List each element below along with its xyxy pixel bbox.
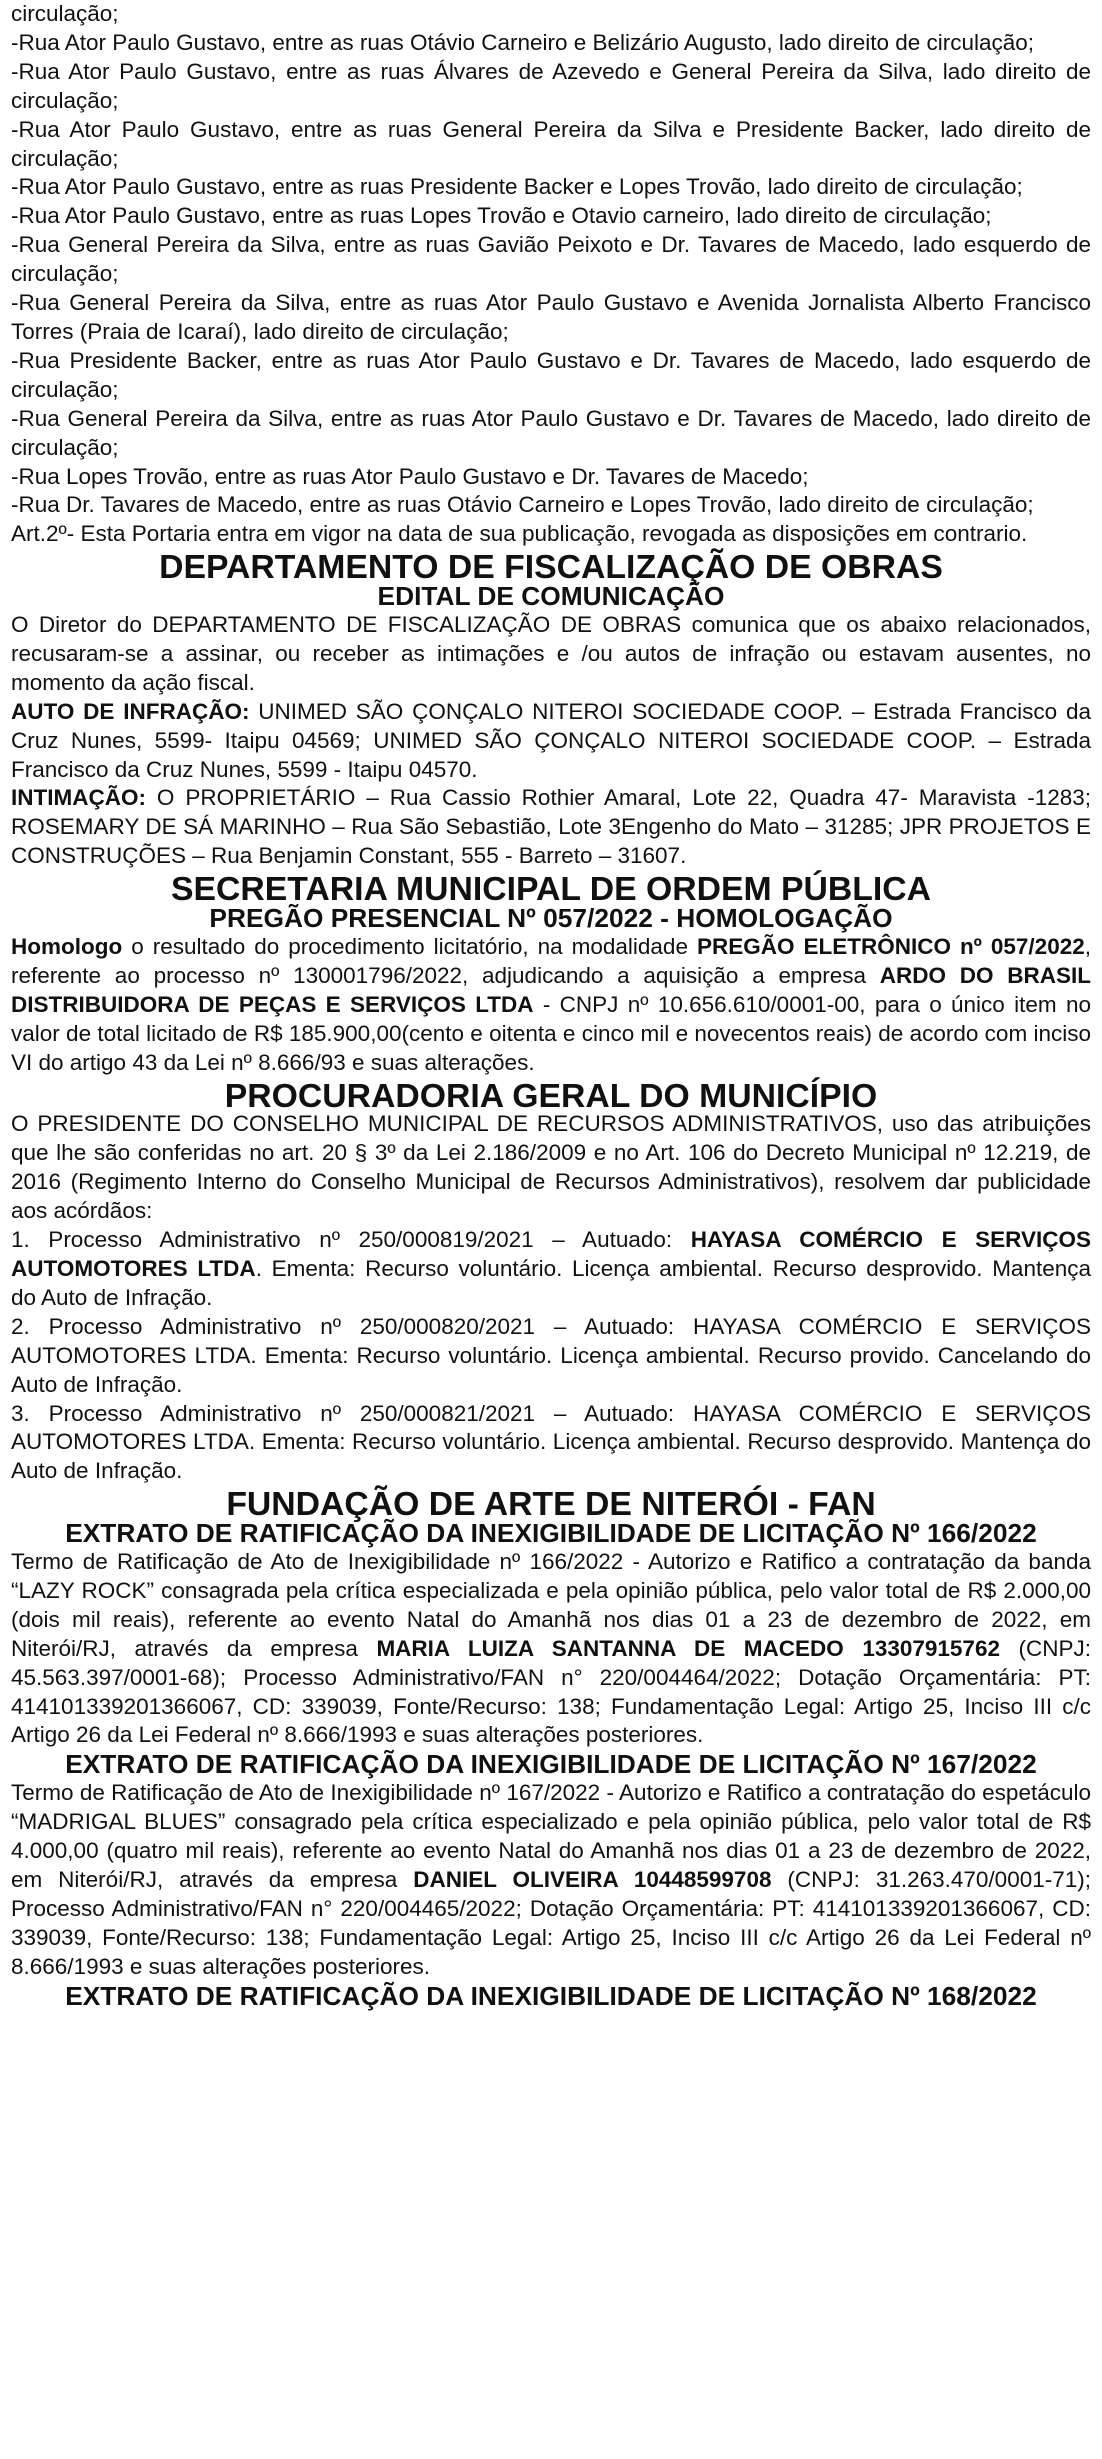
extrato-title: EXTRATO DE RATIFICAÇÃO DA INEXIGIBILIDADE DE LICITAÇÃO Nº 166/2022 bbox=[65, 1518, 1037, 1549]
autuado-name: HAYASA COMÉRCIO E SERVIÇOS AUTOMOTORES LTDA bbox=[11, 1227, 1091, 1281]
portaria-line: -Rua Ator Paulo Gustavo, entre as ruas Otávio Carneiro e Belizário Augusto, lado direito de circulação; bbox=[11, 29, 1035, 55]
acordao-item bbox=[11, 1226, 1091, 1313]
extrato-empresa: DANIEL OLIVEIRA 10448599708 bbox=[413, 1867, 772, 1892]
portaria-line: -Rua Presidente Backer, entre as ruas Ator Paulo Gustavo e Dr. Tavares de Macedo, lado esquerdo de circulação; bbox=[11, 347, 1091, 402]
acordao-text: 1. Processo Administrativo nº 250/000819/2021 – Autuado: bbox=[11, 1227, 691, 1253]
portaria-line: circulação; bbox=[11, 1, 119, 26]
section-title: SECRETARIA MUNICIPAL DE ORDEM PÚBLICA bbox=[170, 870, 932, 909]
extrato-empresa: MARIA LUIZA SANTANNA DE MACEDO 13307915762 bbox=[376, 1635, 1000, 1661]
section-title: PROCURADORIA GERAL DO MUNICÍPIO bbox=[224, 1076, 878, 1115]
portaria-section bbox=[11, 0, 1091, 549]
homologo-label: Homologo bbox=[11, 934, 123, 959]
intimacao-label: INTIMAÇÃO: bbox=[11, 785, 146, 811]
extrato-text: (CNPJ: 45.563.397/0001-68); Processo Administrativo/FAN n° 220/004464/2022; Dotação Orçamentária: PT: 414101339201366067, CD: 339039, Fonte/Recurso: 138; Fundamentação Legal: Artigo 25, Inciso III c/c Artigo 26 da Lei Federal nº 8.666/1993 e suas alterações posteriores. bbox=[11, 1635, 1091, 1748]
portaria-line: -Rua Ator Paulo Gustavo, entre as ruas Álvares de Azevedo e General Pereira da Silva, lado direito de circulação; bbox=[11, 58, 1091, 113]
acordao-item: 2. Processo Administrativo nº 250/000820/2021 – Autuado: HAYASA COMÉRCIO E SERVIÇOS AUTOMOTORES LTDA. Ementa: Recurso voluntário. Licença ambiental. Recurso provido. Cancelando do Auto de Infração. bbox=[11, 1313, 1091, 1397]
section-subtitle: EDITAL DE COMUNICAÇÃO bbox=[377, 581, 725, 612]
extrato-text: (CNPJ: 31.263.470/0001-71); Processo Administrativo/FAN n° 220/004465/2022; Dotação Orçamentária: PT: 414101339201366067, CD: 339039, Fonte/Recurso: 138; Fundamentação Legal: Artigo 25, Inciso III c/c Artigo 26 da Lei Federal nº 8.666/1993 e suas alterações posteriores. bbox=[11, 1867, 1091, 1979]
portaria-line: -Rua Lopes Trovão, entre as ruas Ator Paulo Gustavo e Dr. Tavares de Macedo; bbox=[11, 463, 809, 489]
auto-infracao-paragraph bbox=[11, 698, 1091, 785]
portaria-line: -Rua Dr. Tavares de Macedo, entre as ruas Otávio Carneiro e Lopes Trovão, lado direito de circulação; bbox=[11, 492, 1034, 518]
section-subtitle: PREGÃO PRESENCIAL Nº 057/2022 - HOMOLOGAÇÃO bbox=[209, 903, 893, 934]
portaria-line: -Rua General Pereira da Silva, entre as ruas Gavião Peixoto e Dr. Tavares de Macedo, lado esquerdo de circulação; bbox=[11, 232, 1091, 287]
empresa-name: ARDO DO BRASIL DISTRIBUIDORA DE PEÇAS E SERVIÇOS LTDA bbox=[11, 962, 1091, 1017]
extrato-paragraph bbox=[11, 1548, 1091, 1750]
portaria-line: -Rua Ator Paulo Gustavo, entre as ruas Presidente Backer e Lopes Trovão, lado direito de circulação; bbox=[11, 174, 1023, 200]
acordao-text: . Ementa: Recurso voluntário. Licença ambiental. Recurso desprovido. Mantença do Auto de Infração. bbox=[11, 1255, 1091, 1310]
intimacao-paragraph bbox=[11, 784, 1091, 871]
auto-infracao-label: AUTO DE INFRAÇÃO: bbox=[11, 698, 250, 724]
homologacao-text: - CNPJ nº 10.656.610/0001-00, para o único item no valor de total licitado de R$ 185.900,00(cento e oitenta e cinco mil e novecentos reais) de acordo com inciso VI do artigo 43 da Lei nº 8.666/93 e suas alterações. bbox=[11, 991, 1092, 1075]
portaria-line: -Rua General Pereira da Silva, entre as ruas Ator Paulo Gustavo e Dr. Tavares de Macedo, lado direito de circulação; bbox=[11, 405, 1091, 460]
fiscalizacao-section bbox=[11, 548, 1092, 871]
portaria-line: -Rua Ator Paulo Gustavo, entre as ruas General Pereira da Silva e Presidente Backer, lado direito de circulação; bbox=[11, 116, 1091, 171]
acordao-item: 3. Processo Administrativo nº 250/000821/2021 – Autuado: HAYASA COMÉRCIO E SERVIÇOS AUTOMOTORES LTDA. Ementa: Recurso voluntário. Licença ambiental. Recurso desprovido. Mantença do Auto de Infração. bbox=[11, 1400, 1091, 1484]
homologacao-text: o resultado do procedimento licitatório, na modalidade bbox=[122, 934, 697, 959]
extrato-paragraph bbox=[11, 1779, 1091, 1981]
portaria-line: -Rua General Pereira da Silva, entre as ruas Ator Paulo Gustavo e Avenida Jornalista Alberto Francisco Torres (Praia de Icaraí), lado direito de circulação; bbox=[11, 290, 1091, 344]
section-title: DEPARTAMENTO DE FISCALIZAÇÃO DE OBRAS bbox=[159, 548, 943, 587]
procuradoria-section bbox=[11, 1076, 1091, 1487]
extrato-text: Termo de Ratificação de Ato de Inexigibilidade nº 167/2022 - Autorizo e Ratifico a contratação do espetáculo “MADRIGAL BLUES” consagrado pela crítica especializado e pela opinião pública, pelo valor total de R$ 4.000,00 (quatro mil reais), referente ao evento Natal do Amanhã nos dias 01 a 23 de dezembro de 2022, em Niterói/RJ, através da empresa bbox=[11, 1780, 1091, 1892]
edital-intro: O Diretor do DEPARTAMENTO DE FISCALIZAÇÃO DE OBRAS comunica que os abaixo relacionados, recusaram-se a assinar, ou receber as intimações e /ou autos de infração ou estavam ausentes, no momento da ação fiscal. bbox=[11, 612, 1091, 695]
document-page bbox=[11, 0, 1091, 2011]
intimacao-text: O PROPRIETÁRIO – Rua Cassio Rothier Amaral, Lote 22, Quadra 47- Maravista -1283; ROSEMARY DE SÁ MARINHO – Rua São Sebastião, Lote 3Engenho do Mato – 31285; JPR PROJETOS E CONSTRUÇÕES – Rua Benjamin Constant, 555 - Barreto – 31607. bbox=[11, 785, 1091, 869]
auto-infracao-text: UNIMED SÃO ÇONÇALO NITEROI SOCIEDADE COOP. – Estrada Francisco da Cruz Nunes, 5599- Itaipu 04569; UNIMED SÃO ÇONÇALO NITEROI SOCIEDADE COOP. – Estrada Francisco da Cruz Nunes, 5599 - Itaipu 04570. bbox=[11, 698, 1092, 782]
section-title: FUNDAÇÃO DE ARTE DE NITERÓI - FAN bbox=[226, 1485, 876, 1524]
homologacao-paragraph bbox=[11, 933, 1091, 1078]
homologacao-text: , referente ao processo nº 130001796/2022, adjudicando a aquisição a empresa bbox=[11, 934, 1091, 988]
extrato-title: EXTRATO DE RATIFICAÇÃO DA INEXIGIBILIDADE DE LICITAÇÃO Nº 167/2022 bbox=[65, 1749, 1037, 1780]
ordem-publica-section bbox=[11, 870, 1092, 1077]
portaria-line: -Rua Ator Paulo Gustavo, entre as ruas Lopes Trovão e Otavio carneiro, lado direito de circulação; bbox=[11, 203, 992, 229]
modalidade-text: PREGÃO ELETRÔNICO nº 057/2022 bbox=[696, 934, 1085, 959]
portaria-article: Art.2º- Esta Portaria entra em vigor na data de sua publicação, revogada as disposições em contrario. bbox=[11, 521, 1028, 547]
fan-section bbox=[11, 1485, 1091, 2011]
procuradoria-intro: O PRESIDENTE DO CONSELHO MUNICIPAL DE RECURSOS ADMINISTRATIVOS, uso das atribuições que lhe são conferidas no art. 20 § 3º da Lei 2.186/2009 e no Art. 106 do Decreto Municipal nº 12.219, de 2016 (Regimento Interno do Conselho Municipal de Recursos Administrativos), resolvem dar publicidade aos acórdãos: bbox=[11, 1111, 1091, 1224]
extrato-title: EXTRATO DE RATIFICAÇÃO DA INEXIGIBILIDADE DE LICITAÇÃO Nº 168/2022 bbox=[65, 1980, 1037, 2011]
extrato-text: Termo de Ratificação de Ato de Inexigibilidade nº 166/2022 - Autorizo e Ratifico a contratação da banda “LAZY ROCK” consagrada pela crítica especializada e pela opinião pública, pelo valor total de R$ 2.000,00 (dois mil reais), referente ao evento Natal do Amanhã nos dias 01 a 23 de dezembro de 2022, em Niterói/RJ, através da empresa bbox=[11, 1549, 1091, 1661]
